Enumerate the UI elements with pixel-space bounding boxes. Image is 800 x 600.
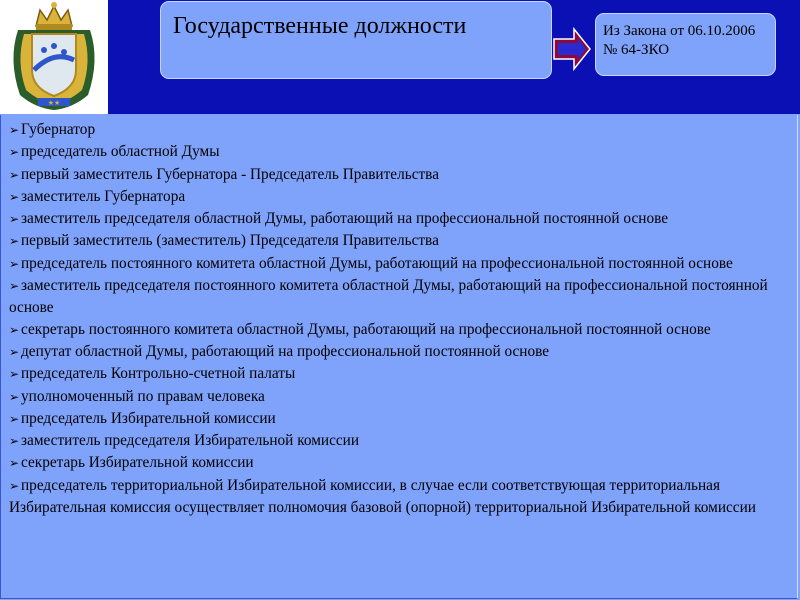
list-item-text: первый заместитель Губернатора - Председатель Правительства	[21, 165, 439, 183]
bullet-arrow-icon: ➢	[9, 344, 20, 359]
bullet-arrow-icon: ➢	[9, 322, 20, 337]
bullet-arrow-icon: ➢	[9, 212, 20, 227]
list-item-text: председатель территориальной Избирательной комиссии, в случае если соответствующая территориальная Избирательная комиссия осуществляет полномочия базовой (опорной) территориальной Избирательной комиссии	[9, 476, 756, 517]
list-item	[9, 141, 777, 163]
list-item-text: заместитель председателя постоянного комитета областной Думы, работающий на профессиональной постоянной основе	[9, 277, 768, 317]
list-item	[9, 119, 777, 141]
bullet-arrow-icon: ➢	[9, 256, 20, 271]
list-item	[9, 208, 777, 230]
bullet-arrow-icon: ➢	[9, 456, 20, 471]
list-item-text: заместитель Губернатора	[21, 187, 186, 205]
bullet-arrow-icon: ➢	[9, 478, 20, 493]
title-box	[160, 1, 552, 79]
bullet-arrow-icon: ➢	[9, 367, 20, 382]
list-item-text: уполномоченный по правам человека	[21, 387, 265, 405]
list-item	[9, 186, 777, 208]
list-item-text: заместитель председателя Избирательной комиссии	[21, 432, 360, 450]
page-title: Государственные должности	[173, 13, 467, 39]
list-item-text: председатель постоянного комитета областной Думы, работающий на профессиональной постоянной основе	[21, 254, 733, 272]
list-item	[9, 363, 777, 385]
list-item	[9, 408, 777, 430]
bullet-arrow-icon: ➢	[9, 389, 20, 404]
positions-panel	[0, 115, 798, 599]
bullet-arrow-icon: ➢	[9, 279, 20, 294]
law-reference-box	[595, 13, 776, 76]
list-item	[9, 164, 777, 186]
list-item-text: Губернатор	[21, 121, 96, 138]
list-item	[9, 230, 777, 252]
list-item	[9, 452, 777, 474]
bullet-arrow-icon: ➢	[9, 189, 20, 204]
law-reference: Из Закона от 06.10.2006 № 64-ЗКО	[603, 23, 756, 58]
list-item-text: секретарь постоянного комитета областной Думы, работающий на профессиональной постоянной основе	[21, 320, 711, 338]
list-item-text: председатель Контрольно-счетной палаты	[21, 365, 296, 383]
list-item-text: председатель областной Думы	[21, 143, 220, 161]
list-item	[9, 430, 777, 452]
list-item-text: первый заместитель (заместитель) Председателя Правительства	[21, 232, 439, 250]
coat-of-arms-icon	[0, 0, 108, 114]
positions-list	[1, 115, 797, 518]
bullet-arrow-icon: ➢	[9, 434, 20, 449]
bullet-arrow-icon: ➢	[9, 145, 20, 160]
bullet-arrow-icon: ➢	[9, 411, 20, 426]
list-item-text: депутат областной Думы, работающий на профессиональной постоянной основе	[21, 342, 550, 360]
list-item	[9, 275, 777, 319]
bullet-arrow-icon: ➢	[9, 234, 20, 249]
list-item-text: председатель Избирательной комиссии	[21, 409, 276, 427]
emblem	[0, 0, 108, 114]
list-item	[9, 475, 777, 519]
bullet-arrow-icon: ➢	[9, 123, 20, 137]
list-item	[9, 253, 777, 275]
list-item	[9, 341, 777, 363]
bullet-arrow-icon: ➢	[9, 167, 20, 182]
list-item-text: заместитель председателя областной Думы, работающий на профессиональной постоянной основе	[21, 210, 669, 228]
list-item	[9, 386, 777, 408]
list-item	[9, 319, 777, 341]
arrow-right-icon	[552, 26, 592, 72]
svg-text:★★: ★★	[47, 99, 61, 107]
list-item-text: секретарь Избирательной комиссии	[21, 454, 254, 472]
